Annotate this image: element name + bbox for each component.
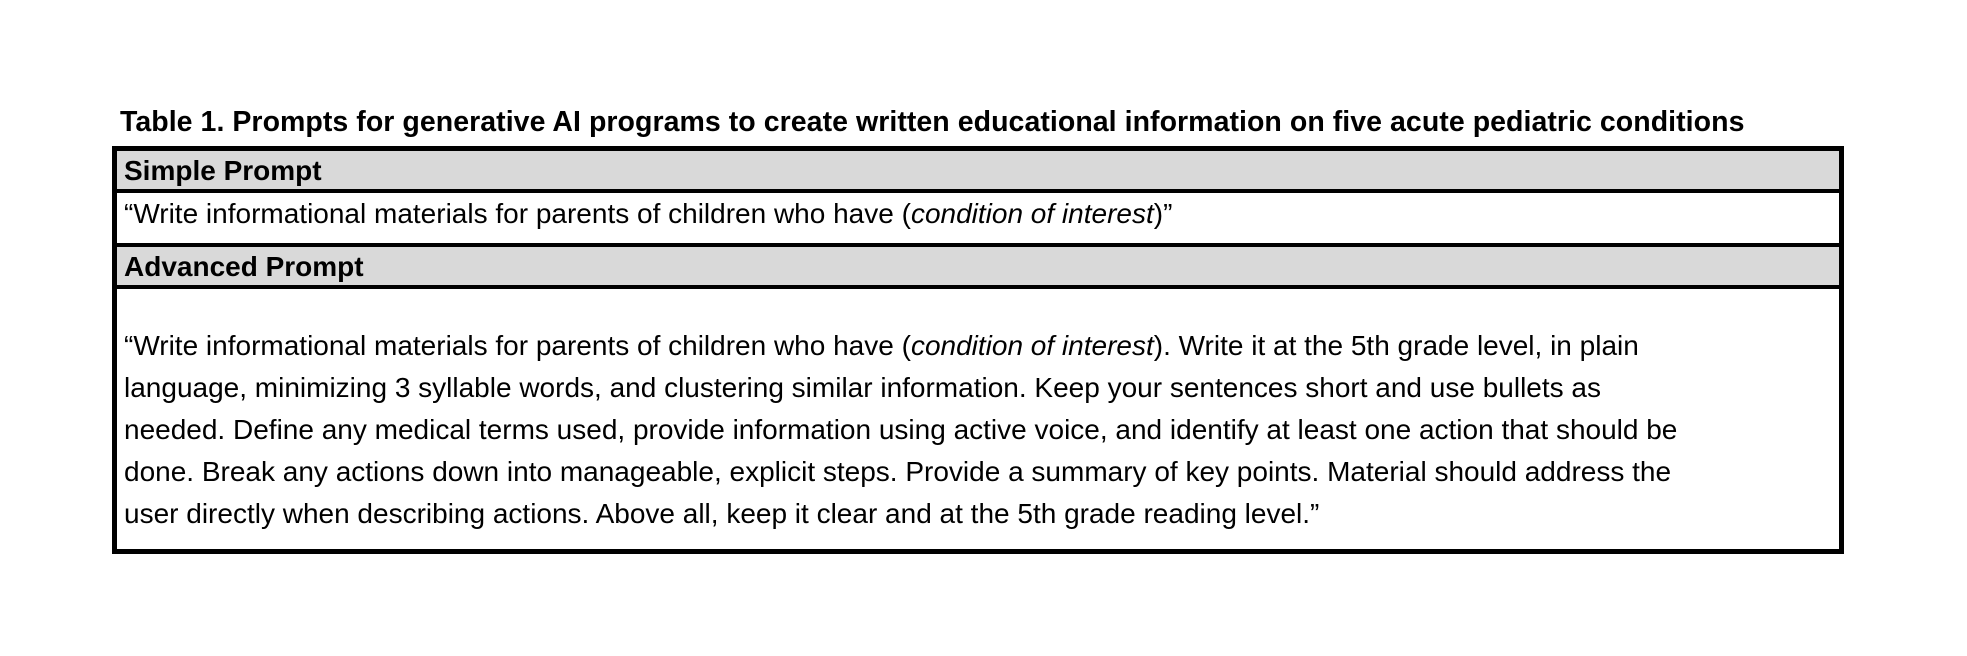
simple-prompt-header: Simple Prompt (117, 151, 1839, 193)
advanced-prompt-line: done. Break any actions down into manageable, explicit steps. Provide a summary of key points. Material should address the (124, 456, 1672, 487)
prompts-table (112, 146, 1844, 554)
advanced-prompt-line: language, minimizing 3 syllable words, and clustering similar information. Keep your sentences short and use bullets as (124, 372, 1601, 403)
simple-prompt-post: )” (1153, 198, 1173, 229)
advanced-prompt-line: user directly when describing actions. Above all, keep it clear and at the 5th grade reading level.” (124, 498, 1320, 529)
table-caption: Table 1. Prompts for generative AI programs to create written educational information on five acute pediatric conditions (120, 106, 1745, 138)
advanced-prompt-text (117, 289, 1839, 549)
simple-prompt-italic: condition of interest (910, 198, 1154, 229)
advanced-prompt-line1-post: ). Write it at the 5th grade level, in plain (1153, 330, 1639, 361)
simple-prompt-pre: “Write informational materials for parents of children who have ( (124, 198, 911, 229)
advanced-prompt-line (124, 325, 1829, 367)
advanced-prompt-header: Advanced Prompt (117, 247, 1839, 289)
advanced-prompt-line1-italic: condition of interest (910, 330, 1154, 361)
simple-prompt-text (117, 193, 1839, 247)
advanced-prompt-line: needed. Define any medical terms used, provide information using active voice, and identify at least one action that should be (124, 414, 1678, 445)
advanced-prompt-line1-pre: “Write informational materials for parents of children who have ( (124, 330, 911, 361)
